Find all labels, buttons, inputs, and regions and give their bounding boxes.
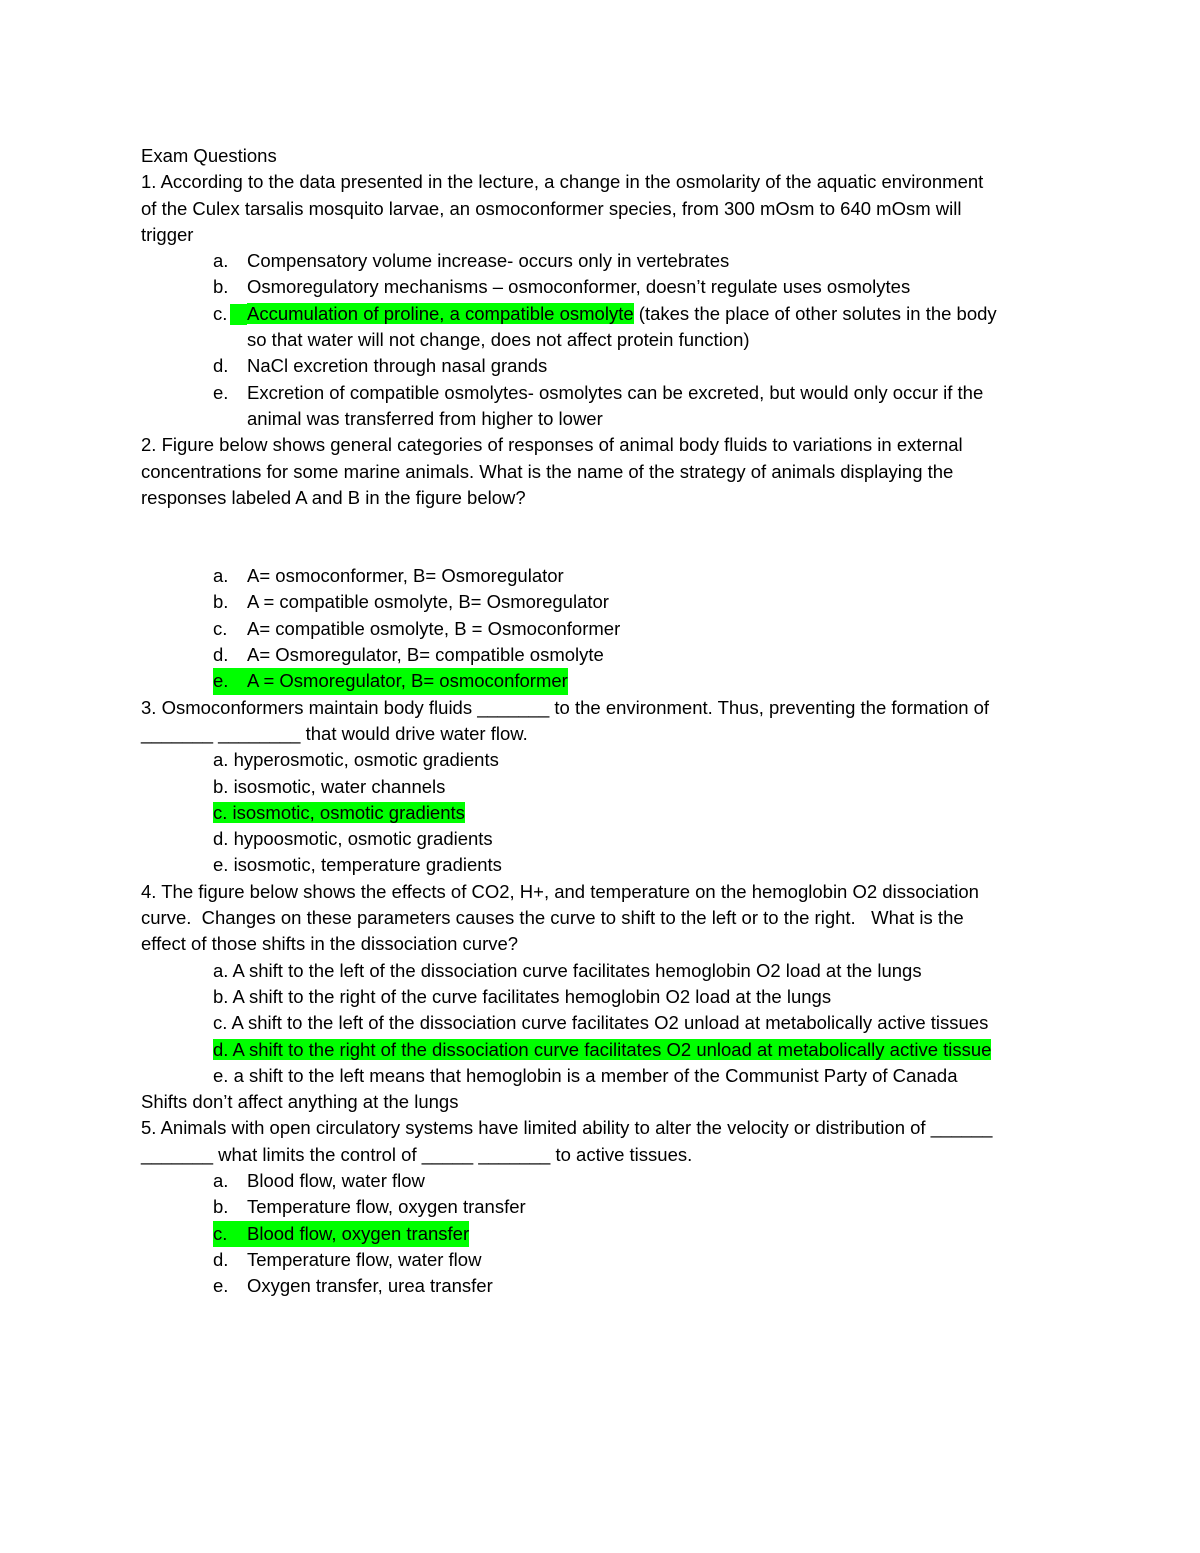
option-4a (141, 958, 1061, 984)
option-letter: e. (213, 670, 229, 692)
option-text: c. A shift to the left of the dissociation curve facilitates O2 unload at metabolically active tissues (213, 1012, 989, 1034)
option-3e (141, 852, 1061, 878)
option-5c (141, 1221, 1061, 1247)
correct-answer-highlight: c. isosmotic, osmotic gradients (213, 801, 465, 823)
option-2e (141, 668, 1061, 694)
option-2a (141, 563, 1061, 589)
correct-answer-highlight (213, 668, 568, 694)
option-text: d. hypoosmotic, osmotic gradients (213, 828, 493, 850)
option-letter: d. (213, 644, 229, 666)
question-2-prompt-line-2: concentrations for some marine animals. What is the name of the strategy of animals displaying the (141, 460, 954, 482)
option-text: animal was transferred from higher to lower (247, 407, 603, 429)
document-title: Exam Questions (141, 145, 277, 166)
option-text: NaCl excretion through nasal grands (247, 355, 548, 377)
option-letter: c. (213, 302, 228, 324)
question-1-prompt-line-3: trigger (141, 223, 194, 245)
option-letter: d. (213, 1248, 229, 1270)
correct-answer-highlight: d. A shift to the right of the dissociation curve facilitates O2 unload at metabolically active tissue (213, 1038, 992, 1060)
option-text: e. a shift to the left means that hemoglobin is a member of the Communist Party of Canada (213, 1064, 958, 1086)
question-3 (141, 695, 1061, 879)
question-number: 1. (141, 171, 157, 193)
question-2-prompt-line-3: responses labeled A and B in the figure below? (141, 486, 526, 508)
question-5-prompt-line-2: _______ what limits the control of _____ _______ to active tissues. (141, 1143, 693, 1165)
option-text: b. isosmotic, water channels (213, 775, 446, 797)
option-letter: a. (213, 250, 229, 272)
option-text: a. A shift to the left of the dissociation curve facilitates hemoglobin O2 load at the lungs (213, 959, 922, 981)
question-4-prompt-line-1: 4. The figure below shows the effects of CO2, H+, and temperature on the hemoglobin O2 dissociation (141, 880, 979, 902)
option-text: A = Osmoregulator, B= osmoconformer (247, 670, 568, 692)
option-text: A= Osmoregulator, B= compatible osmolyte (247, 644, 604, 666)
option-text: A= compatible osmolyte, B = Osmoconformer (247, 617, 621, 639)
question-number: 2. (141, 434, 157, 456)
answer-note: Shifts don’t affect anything at the lungs (141, 1091, 459, 1113)
option-text: Excretion of compatible osmolytes- osmolytes can be excreted, but would only occur if the (247, 381, 984, 403)
question-3-prompt-line-1: 3. Osmoconformers maintain body fluids _______ to the environment. Thus, preventing the formation of (141, 696, 990, 718)
option-letter: e. (213, 1275, 229, 1297)
option-1d (141, 353, 1061, 379)
option-text: a. hyperosmotic, osmotic gradients (213, 749, 499, 771)
option-letter: b. (213, 591, 229, 613)
option-5d (141, 1247, 1061, 1273)
option-text: Temperature flow, oxygen transfer (247, 1196, 526, 1218)
option-letter: e. (213, 381, 229, 403)
question-number: 3. (141, 696, 157, 718)
question-5 (141, 1115, 1061, 1299)
option-text: e. isosmotic, temperature gradients (213, 854, 502, 876)
option-text: so that water will not change, does not affect protein function) (247, 329, 750, 351)
option-letter: b. (213, 276, 229, 298)
option-text: A = compatible osmolyte, B= Osmoregulator (247, 591, 609, 613)
document-page (141, 143, 1061, 1299)
option-text: Oxygen transfer, urea transfer (247, 1275, 493, 1297)
figure-placeholder-space (141, 511, 1061, 563)
question-1-prompt-line-2: of the Culex tarsalis mosquito larvae, an osmoconformer species, from 300 mOsm to 640 mOsm will (141, 197, 962, 219)
option-text: Osmoregulatory mechanisms – osmoconformer, doesn’t regulate uses osmolytes (247, 276, 911, 298)
option-5e (141, 1273, 1061, 1299)
question-4-prompt-line-2: curve. Changes on these parameters causes the curve to shift to the left or to the right. What is the (141, 907, 964, 929)
option-3b (141, 774, 1061, 800)
option-3c (141, 800, 1061, 826)
option-1c (141, 301, 1061, 327)
option-letter: b. (213, 1196, 229, 1218)
option-1e (141, 380, 1061, 406)
option-text: b. A shift to the right of the curve facilitates hemoglobin O2 load at the lungs (213, 985, 832, 1007)
option-1b (141, 274, 1061, 300)
option-1a (141, 248, 1061, 274)
option-2b (141, 589, 1061, 615)
correct-answer-highlight: Accumulation of proline, a compatible osmolyte (247, 302, 634, 324)
correct-answer-highlight (213, 1221, 469, 1247)
question-3-prompt-line-2: _______ ________ that would drive water flow. (141, 722, 528, 744)
question-4 (141, 879, 1061, 1116)
question-5-prompt-line-1: 5. Animals with open circulatory systems have limited ability to alter the velocity or distribution of ______ (141, 1117, 993, 1139)
option-3a (141, 747, 1061, 773)
option-1e-continued (141, 406, 1061, 432)
option-5a (141, 1168, 1061, 1194)
question-number: 4. (141, 880, 157, 902)
option-2d (141, 642, 1061, 668)
question-1 (141, 169, 1061, 432)
option-text: Blood flow, water flow (247, 1169, 425, 1191)
question-2-prompt-line-1: 2. Figure below shows general categories of responses of animal body fluids to variations in external (141, 434, 963, 456)
option-text: (takes the place of other solutes in the body (633, 302, 997, 324)
option-4e (141, 1063, 1061, 1089)
option-4c (141, 1010, 1061, 1036)
question-number: 5. (141, 1117, 157, 1139)
question-4-prompt-line-3: effect of those shifts in the dissociation curve? (141, 933, 519, 955)
option-1c-continued (141, 327, 1061, 353)
option-letter: a. (213, 1169, 229, 1191)
highlight-gap (230, 304, 247, 325)
option-letter: a. (213, 565, 229, 587)
option-letter: c. (213, 1222, 228, 1244)
option-text: Compensatory volume increase- occurs only in vertebrates (247, 250, 730, 272)
option-text: Blood flow, oxygen transfer (247, 1222, 470, 1244)
option-text: Temperature flow, water flow (247, 1248, 482, 1270)
question-2 (141, 432, 1061, 694)
option-text: A= osmoconformer, B= Osmoregulator (247, 565, 564, 587)
option-2c (141, 616, 1061, 642)
option-4b (141, 984, 1061, 1010)
option-3d (141, 826, 1061, 852)
option-letter: c. (213, 617, 228, 639)
option-5b (141, 1194, 1061, 1220)
option-4d (141, 1037, 1061, 1063)
option-letter: d. (213, 355, 229, 377)
question-1-prompt-line-1: 1. According to the data presented in the lecture, a change in the osmolarity of the aquatic environment (141, 171, 984, 193)
